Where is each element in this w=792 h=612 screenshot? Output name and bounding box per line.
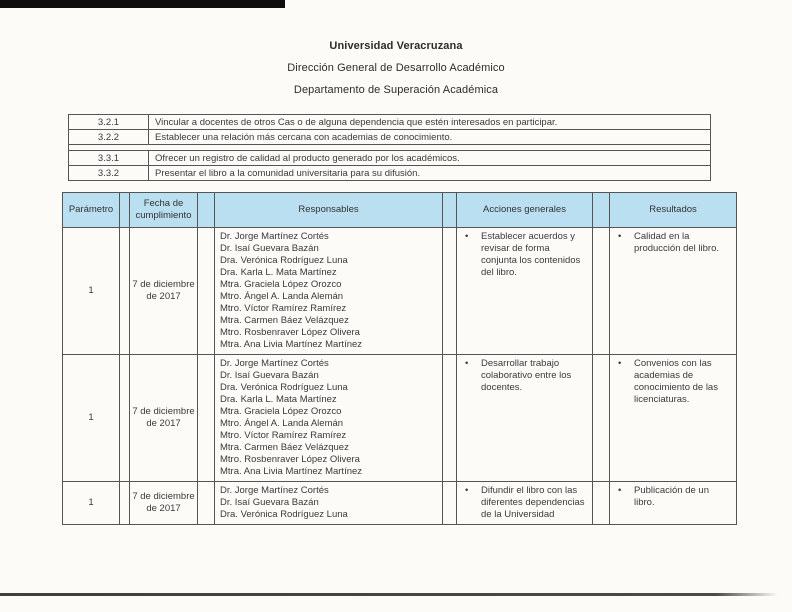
responsable-name: Mtra. Carmen Báez Velázquez (220, 442, 349, 453)
responsable-name: Mtra. Graciela López Orozco (220, 406, 342, 417)
responsable-name: Mtro. Víctor Ramírez Ramírez (220, 430, 347, 441)
fecha-value: 7 de diciembre de 2017 (130, 228, 198, 355)
col-header-parametro: Parámetro (63, 193, 120, 228)
bullet-item (615, 485, 731, 509)
col-header-responsables: Responsables (215, 193, 443, 228)
responsables-list (215, 482, 443, 525)
responsable-name: Dra. Verónica Rodríguez Luna (220, 509, 348, 520)
spacer-column (198, 228, 215, 355)
bullet-icon: • (618, 485, 622, 496)
table-header-row (63, 193, 737, 228)
parametro-value: 1 (63, 228, 120, 355)
bullet-icon: • (465, 231, 469, 242)
spacer-column (593, 355, 610, 482)
resultado-text: Calidad en la producción del libro. (634, 231, 720, 254)
bullet-item (615, 231, 731, 255)
objective-text: Establecer una relación más cercana con academias de conocimiento. (149, 130, 711, 145)
resultados-cell (610, 228, 737, 355)
spacer-column (593, 193, 610, 228)
bullet-item (462, 358, 587, 394)
responsable-name: Mtro. Rosbenraver López Olivera (220, 327, 360, 338)
spacer-column (120, 193, 130, 228)
spacer-column (443, 228, 457, 355)
responsables-list (215, 355, 443, 482)
table-row (63, 482, 737, 525)
responsable-name: Dra. Karla L. Mata Martínez (220, 267, 337, 278)
scan-artifact-bottom-line (0, 593, 778, 596)
table-row (69, 130, 711, 145)
bullet-icon: • (465, 485, 469, 496)
spacer-column (120, 355, 130, 482)
objectives-table (68, 114, 711, 181)
responsable-name: Dr. Isaí Guevara Bazán (220, 370, 319, 381)
parametro-value: 1 (63, 355, 120, 482)
responsable-name: Dr. Jorge Martínez Cortés (220, 485, 329, 496)
spacer-column (120, 482, 130, 525)
work-plan-table (62, 192, 737, 525)
table-row (69, 151, 711, 166)
objective-code: 3.2.2 (69, 130, 149, 145)
table-row (63, 355, 737, 482)
spacer-column (443, 355, 457, 482)
responsable-name: Dra. Karla L. Mata Martínez (220, 394, 337, 405)
objective-text: Vincular a docentes de otros Cas o de alguna dependencia que estén interesados en participar. (149, 115, 711, 130)
spacer-column (198, 482, 215, 525)
responsable-name: Mtro. Ángel A. Landa Alemán (220, 291, 344, 302)
parametro-value: 1 (63, 482, 120, 525)
col-header-resultados: Resultados (610, 193, 737, 228)
responsable-name: Mtro. Rosbenraver López Olivera (220, 454, 360, 465)
responsable-name: Mtro. Ángel A. Landa Alemán (220, 418, 344, 429)
header-departamento: Departamento de Superación Académica (293, 84, 499, 96)
resultado-text: Convenios con las academias de conocimiento de las licenciaturas. (634, 358, 718, 405)
responsable-name: Mtra. Ana Livia Martínez Martínez (220, 339, 363, 350)
bullet-icon: • (618, 231, 622, 242)
resultados-cell (610, 482, 737, 525)
resultado-text: Publicación de un libro. (634, 485, 709, 508)
responsable-name: Dra. Verónica Rodríguez Luna (220, 255, 348, 266)
acciones-cell (457, 482, 593, 525)
spacer-column (198, 355, 215, 482)
table-row (69, 166, 711, 181)
col-header-fecha: Fecha de cumplimiento (130, 193, 198, 228)
spacer-column (443, 482, 457, 525)
bullet-item (615, 358, 731, 406)
fecha-value: 7 de diciembre de 2017 (130, 355, 198, 482)
scan-artifact-top-bar (0, 0, 285, 8)
responsable-name: Dr. Jorge Martínez Cortés (220, 231, 329, 242)
acciones-cell (457, 355, 593, 482)
accion-text: Establecer acuerdos y revisar de forma conjunta los contenidos del libro. (481, 231, 581, 278)
bullet-item (462, 231, 587, 279)
spacer-column (120, 228, 130, 355)
page-title: Universidad Veracruzana (329, 40, 463, 52)
table-row (63, 228, 737, 355)
header-direccion: Dirección General de Desarrollo Académico (287, 62, 505, 74)
objective-code: 3.2.1 (69, 115, 149, 130)
objective-text: Presentar el libro a la comunidad universitaria para su difusión. (149, 166, 711, 181)
objective-code: 3.3.1 (69, 151, 149, 166)
objective-code: 3.3.2 (69, 166, 149, 181)
accion-text: Desarrollar trabajo colaborativo entre los docentes. (481, 358, 572, 393)
responsable-name: Mtro. Víctor Ramírez Ramírez (220, 303, 347, 314)
col-header-acciones: Acciones generales (457, 193, 593, 228)
bullet-icon: • (618, 358, 622, 369)
responsables-list (215, 228, 443, 355)
document-header (0, 40, 792, 106)
spacer-column (593, 228, 610, 355)
acciones-cell (457, 228, 593, 355)
responsable-name: Dr. Isaí Guevara Bazán (220, 243, 319, 254)
responsable-name: Mtra. Ana Livia Martínez Martínez (220, 466, 363, 477)
fecha-value: 7 de diciembre de 2017 (130, 482, 198, 525)
responsable-name: Dr. Jorge Martínez Cortés (220, 358, 329, 369)
resultados-cell (610, 355, 737, 482)
accion-text: Difundir el libro con las diferentes dependencias de la Universidad (481, 485, 585, 520)
objective-text: Ofrecer un registro de calidad al producto generado por los académicos. (149, 151, 711, 166)
responsable-name: Dr. Isaí Guevara Bazán (220, 497, 319, 508)
bullet-item (462, 485, 587, 521)
bullet-icon: • (465, 358, 469, 369)
responsable-name: Mtra. Graciela López Orozco (220, 279, 342, 290)
spacer-column (198, 193, 215, 228)
table-row (69, 115, 711, 130)
responsable-name: Dra. Verónica Rodríguez Luna (220, 382, 348, 393)
spacer-column (593, 482, 610, 525)
responsable-name: Mtra. Carmen Báez Velázquez (220, 315, 349, 326)
spacer-column (443, 193, 457, 228)
